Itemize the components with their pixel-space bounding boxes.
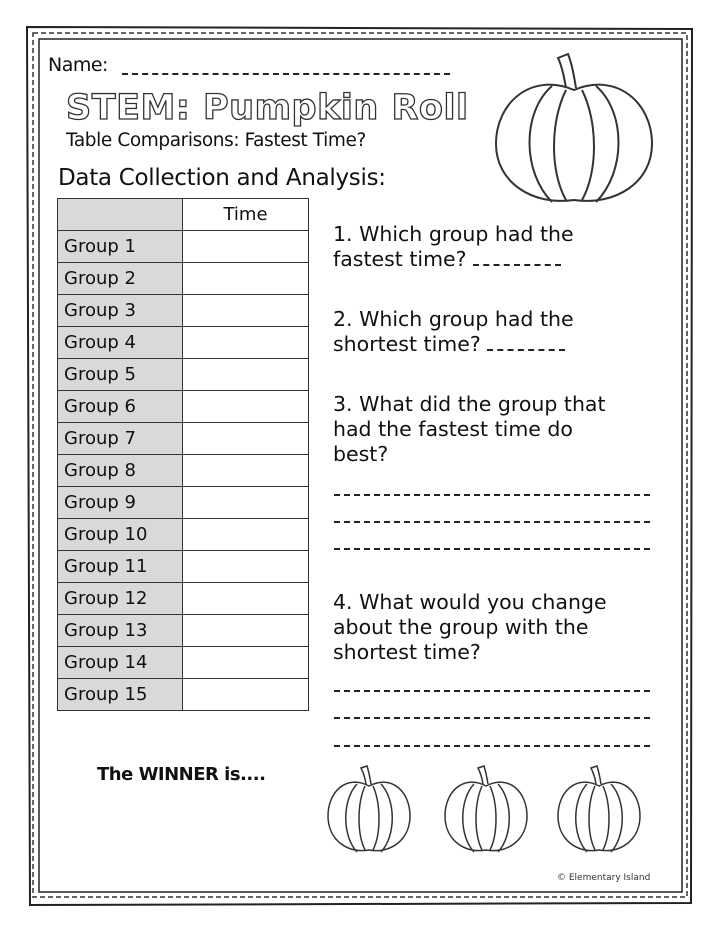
question-1 bbox=[333, 222, 663, 272]
question-text: 4. What would you change bbox=[333, 590, 607, 614]
question-2 bbox=[333, 307, 663, 357]
header-cell-time: Time bbox=[183, 199, 309, 231]
time-cell[interactable] bbox=[183, 263, 309, 295]
time-cell[interactable] bbox=[183, 455, 309, 487]
table-row bbox=[58, 295, 309, 327]
table-row bbox=[58, 583, 309, 615]
question-text: shortest time? bbox=[333, 332, 481, 356]
group-label: Group 2 bbox=[58, 263, 183, 295]
time-cell[interactable] bbox=[183, 327, 309, 359]
time-cell[interactable] bbox=[183, 519, 309, 551]
time-cell[interactable] bbox=[183, 583, 309, 615]
question-text: 3. What did the group that bbox=[333, 392, 606, 416]
group-label: Group 13 bbox=[58, 615, 183, 647]
worksheet-subtitle: Table Comparisons: Fastest Time? bbox=[66, 130, 366, 151]
time-cell[interactable] bbox=[183, 615, 309, 647]
group-label: Group 4 bbox=[58, 327, 183, 359]
group-label: Group 8 bbox=[58, 455, 183, 487]
question-3 bbox=[333, 392, 663, 467]
table-row bbox=[58, 391, 309, 423]
table-row bbox=[58, 487, 309, 519]
time-cell[interactable] bbox=[183, 391, 309, 423]
table-header-row bbox=[58, 199, 309, 231]
pumpkin-icon bbox=[445, 766, 527, 852]
group-label: Group 3 bbox=[58, 295, 183, 327]
small-pumpkins bbox=[320, 764, 660, 856]
group-label: Group 12 bbox=[58, 583, 183, 615]
copyright: © Elementary Island bbox=[557, 873, 651, 883]
table-row bbox=[58, 423, 309, 455]
section-heading: Data Collection and Analysis: bbox=[58, 165, 386, 191]
group-label: Group 5 bbox=[58, 359, 183, 391]
table-row bbox=[58, 615, 309, 647]
group-label: Group 11 bbox=[58, 551, 183, 583]
winner-label: The WINNER is.... bbox=[97, 764, 266, 785]
time-cell[interactable] bbox=[183, 679, 309, 711]
table-row bbox=[58, 263, 309, 295]
group-label: Group 1 bbox=[58, 231, 183, 263]
answer-blank[interactable] bbox=[487, 349, 565, 351]
question-text: best? bbox=[333, 442, 389, 466]
answer-blank[interactable] bbox=[473, 264, 561, 266]
time-cell[interactable] bbox=[183, 647, 309, 679]
answer-line[interactable] bbox=[334, 548, 650, 550]
question-text: 2. Which group had the bbox=[333, 307, 574, 331]
name-label: Name: bbox=[48, 54, 108, 76]
table-row bbox=[58, 455, 309, 487]
group-label: Group 10 bbox=[58, 519, 183, 551]
data-table bbox=[57, 198, 309, 711]
time-cell[interactable] bbox=[183, 295, 309, 327]
time-cell[interactable] bbox=[183, 487, 309, 519]
question-text: about the group with the bbox=[333, 615, 589, 639]
time-cell[interactable] bbox=[183, 423, 309, 455]
answer-line[interactable] bbox=[334, 521, 650, 523]
group-label: Group 15 bbox=[58, 679, 183, 711]
table-row bbox=[58, 679, 309, 711]
pumpkin-icon bbox=[492, 52, 657, 208]
name-field[interactable] bbox=[122, 73, 450, 75]
question-text: 1. Which group had the bbox=[333, 222, 574, 246]
table-row bbox=[58, 551, 309, 583]
question-text: fastest time? bbox=[333, 247, 467, 271]
group-label: Group 6 bbox=[58, 391, 183, 423]
pumpkin-icon bbox=[558, 766, 640, 852]
group-label: Group 9 bbox=[58, 487, 183, 519]
table-row bbox=[58, 231, 309, 263]
time-cell[interactable] bbox=[183, 231, 309, 263]
table-row bbox=[58, 647, 309, 679]
answer-line[interactable] bbox=[334, 494, 650, 496]
pumpkin-icon bbox=[328, 766, 410, 852]
time-cell[interactable] bbox=[183, 359, 309, 391]
question-text: had the fastest time do bbox=[333, 417, 573, 441]
answer-line[interactable] bbox=[334, 690, 650, 692]
answer-line[interactable] bbox=[334, 717, 650, 719]
question-text: shortest time? bbox=[333, 640, 481, 664]
group-label: Group 7 bbox=[58, 423, 183, 455]
time-cell[interactable] bbox=[183, 551, 309, 583]
answer-line[interactable] bbox=[334, 745, 650, 747]
table-row bbox=[58, 359, 309, 391]
header-cell bbox=[58, 199, 183, 231]
group-label: Group 14 bbox=[58, 647, 183, 679]
table-row bbox=[58, 327, 309, 359]
question-4 bbox=[333, 590, 663, 665]
worksheet-title: STEM: Pumpkin Roll bbox=[66, 88, 469, 128]
table-row bbox=[58, 519, 309, 551]
